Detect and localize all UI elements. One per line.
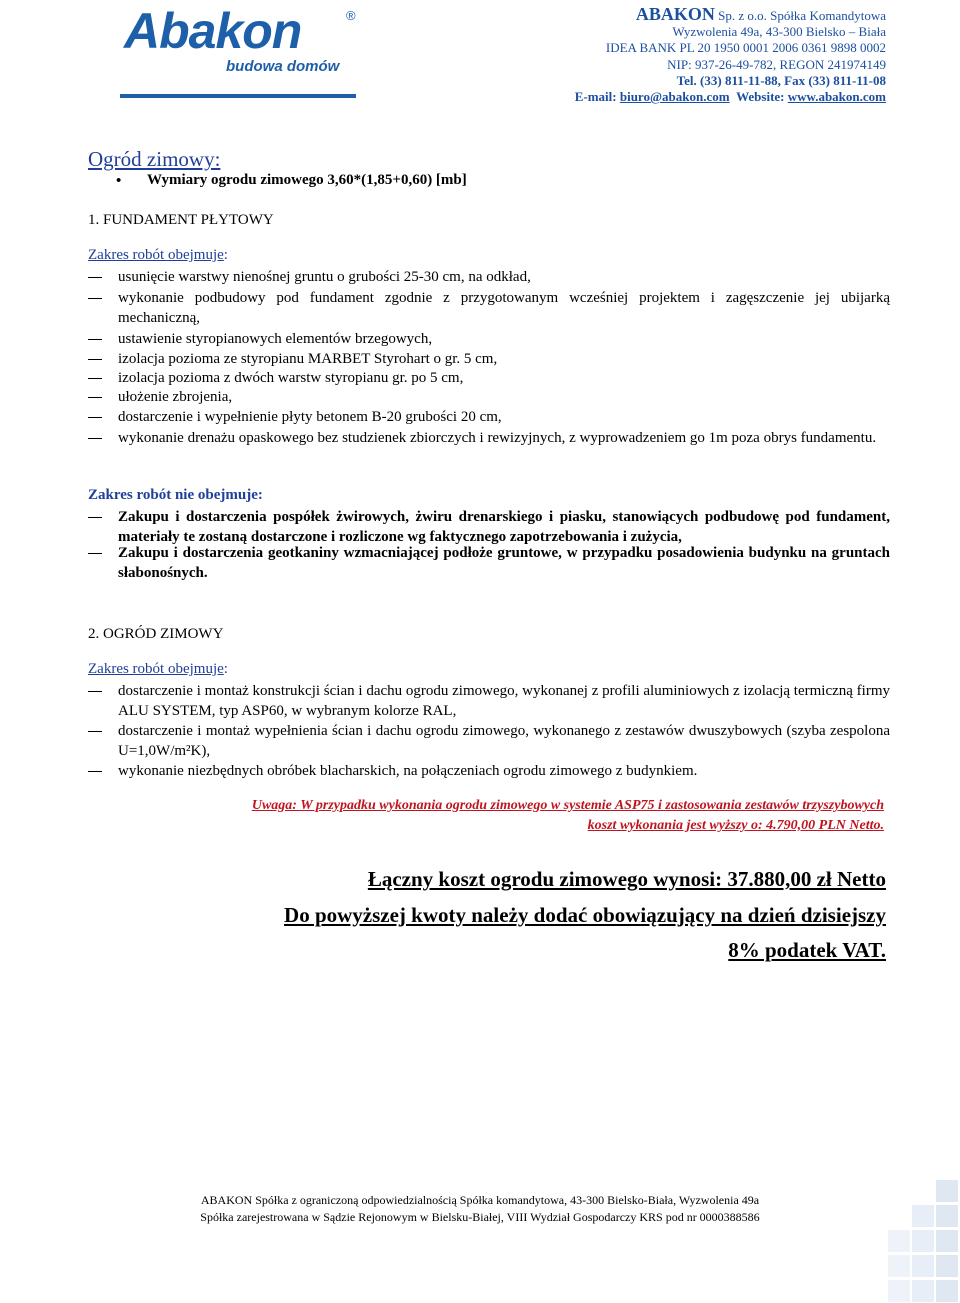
list-item: dostarczenie i montaż wypełnienia ścian i dachu ogrodu zimowego, wykonanego z zestawów dwuszybowych (szyba zespolona U=1,0W/m²K),: [118, 723, 890, 759]
dash-icon: [88, 378, 102, 379]
dash-icon: [88, 298, 102, 299]
list-item: wykonanie podbudowy pod fundament zgodnie z przygotowanym wcześniej projektem i zagęszczenie jej ubijarką mechaniczną,: [118, 290, 890, 326]
warning-line-2: koszt wykonania jest wyższy o: 4.790,00 PLN Netto.: [587, 818, 884, 833]
section2-heading: 2. OGRÓD ZIMOWY: [88, 626, 224, 642]
email-link[interactable]: biuro@abakon.com: [619, 89, 730, 105]
dash-icon: [88, 771, 102, 772]
dash-icon: [88, 691, 102, 692]
company-logo: [120, 3, 360, 98]
company-name-line: [575, 6, 886, 24]
section1-not-scope-label: Zakres robót nie obejmuje:: [88, 487, 263, 503]
company-nip-regon: NIP: 937-26-49-782, REGON 241974149: [667, 56, 886, 72]
dash-icon: [88, 438, 102, 439]
section2-scope-label: Zakres robót obejmuje:: [88, 661, 228, 677]
list-item: izolacja pozioma ze styropianu MARBET Styrohart o gr. 5 cm,: [118, 351, 498, 367]
list-item: wykonanie drenażu opaskowego bez studzienek zbiorczych i rewizyjnych, z wyprowadzeniem go 1m poza obrys fundamentu.: [118, 430, 877, 446]
dash-icon: [88, 517, 102, 518]
list-item: wykonanie niezbędnych obróbek blacharskich, na połączeniach ogrodu zimowego z budynkiem.: [118, 763, 698, 779]
list-item: Zakupu i dostarczenia geotkaniny wzmacniającej podłoże gruntowe, w przypadku posadowienia budynku na gruntach słabonośnych.: [118, 545, 890, 581]
dash-icon: [88, 359, 102, 360]
dash-icon: [88, 553, 102, 554]
dash-icon: [88, 397, 102, 398]
footer-line-1: ABAKON Spółka z ograniczoną odpowiedzialnością Spółka komandytowa, 43-300 Bielsko-Biała, Wyzwolenia 49a: [200, 1193, 760, 1207]
list-item: dostarczenie i wypełnienie płyty betonem B-20 grubości 20 cm,: [118, 409, 502, 425]
decorative-squares-icon: [880, 1178, 960, 1303]
logo-subtitle: budowa domów: [226, 58, 340, 75]
company-address: Wyzwolenia 49a, 43-300 Bielsko – Biała: [672, 24, 886, 40]
total-cost: Łączny koszt ogrodu zimowego wynosi: 37.880,00 zł Netto: [367, 867, 886, 891]
list-item: usunięcie warstwy nienośnej gruntu o grubości 25-30 cm, na odkład,: [118, 269, 531, 285]
website-label: Website:: [736, 89, 785, 105]
list-item: ułożenie zbrojenia,: [118, 389, 233, 405]
company-form: Sp. z o.o. Spółka Komandytowa: [718, 8, 886, 23]
logo-underline: [120, 94, 356, 98]
page-title: Ogród zimowy:: [88, 147, 221, 171]
website-link[interactable]: www.abakon.com: [787, 89, 886, 105]
list-item: izolacja pozioma z dwóch warstw styropianu gr. po 5 cm,: [118, 370, 464, 386]
dash-icon: [88, 339, 102, 340]
company-phone: Tel. (33) 811-11-88, Fax (33) 811-11-08: [676, 72, 886, 88]
company-name: ABAKON: [635, 4, 715, 24]
list-item: dostarczenie i montaż konstrukcji ścian i dachu ogrodu zimowego, wykonanej z profili aluminiowych z izolacją termiczną firmy ALU SYSTEM, typ ASP60, w wybranym kolorze RAL,: [118, 683, 890, 719]
footer-line-2: Spółka zarejestrowana w Sądzie Rejonowym w Bielsku-Białej, VIII Wydział Gospodarczy KRS pod nr 0000388586: [200, 1210, 760, 1224]
list-item: Zakupu i dostarczenia pospółek żwirowych, żwiru drenarskiego i piasku, stanowiących podbudowę pod fundament, materiały te zostaną dostarczone i rozliczone wg faktycznego zapotrzebowania i zużycia,: [118, 509, 890, 545]
warning-line-1: Uwaga: W przypadku wykonania ogrodu zimowego w systemie ASP75 i zastosowania zestawów trzyszybowych: [251, 798, 884, 813]
section1-scope-label: Zakres robót obejmuje:: [88, 247, 228, 263]
section1-heading: 1. FUNDAMENT PŁYTOWY: [88, 212, 274, 228]
dash-icon: [88, 417, 102, 418]
dash-icon: [88, 731, 102, 732]
company-bank: IDEA BANK PL 20 1950 0001 2006 0361 9898 0002: [605, 40, 886, 56]
dash-icon: [88, 277, 102, 278]
company-contact-line: [575, 89, 886, 105]
vat-note: Do powyższej kwoty należy dodać obowiązujący na dzień dzisiejszy: [284, 903, 886, 927]
registered-mark-icon: ®: [346, 8, 356, 23]
list-item: ustawienie styropianowych elementów brzegowych,: [118, 331, 433, 347]
company-info: [575, 6, 886, 105]
logo-text: Abakon: [124, 3, 302, 59]
email-label: E-mail:: [574, 89, 617, 105]
dimensions-text: Wymiary ogrodu zimowego 3,60*(1,85+0,60) [mb]: [147, 172, 467, 188]
bullet-icon: •: [116, 173, 122, 189]
vat-rate: 8% podatek VAT.: [728, 938, 886, 962]
